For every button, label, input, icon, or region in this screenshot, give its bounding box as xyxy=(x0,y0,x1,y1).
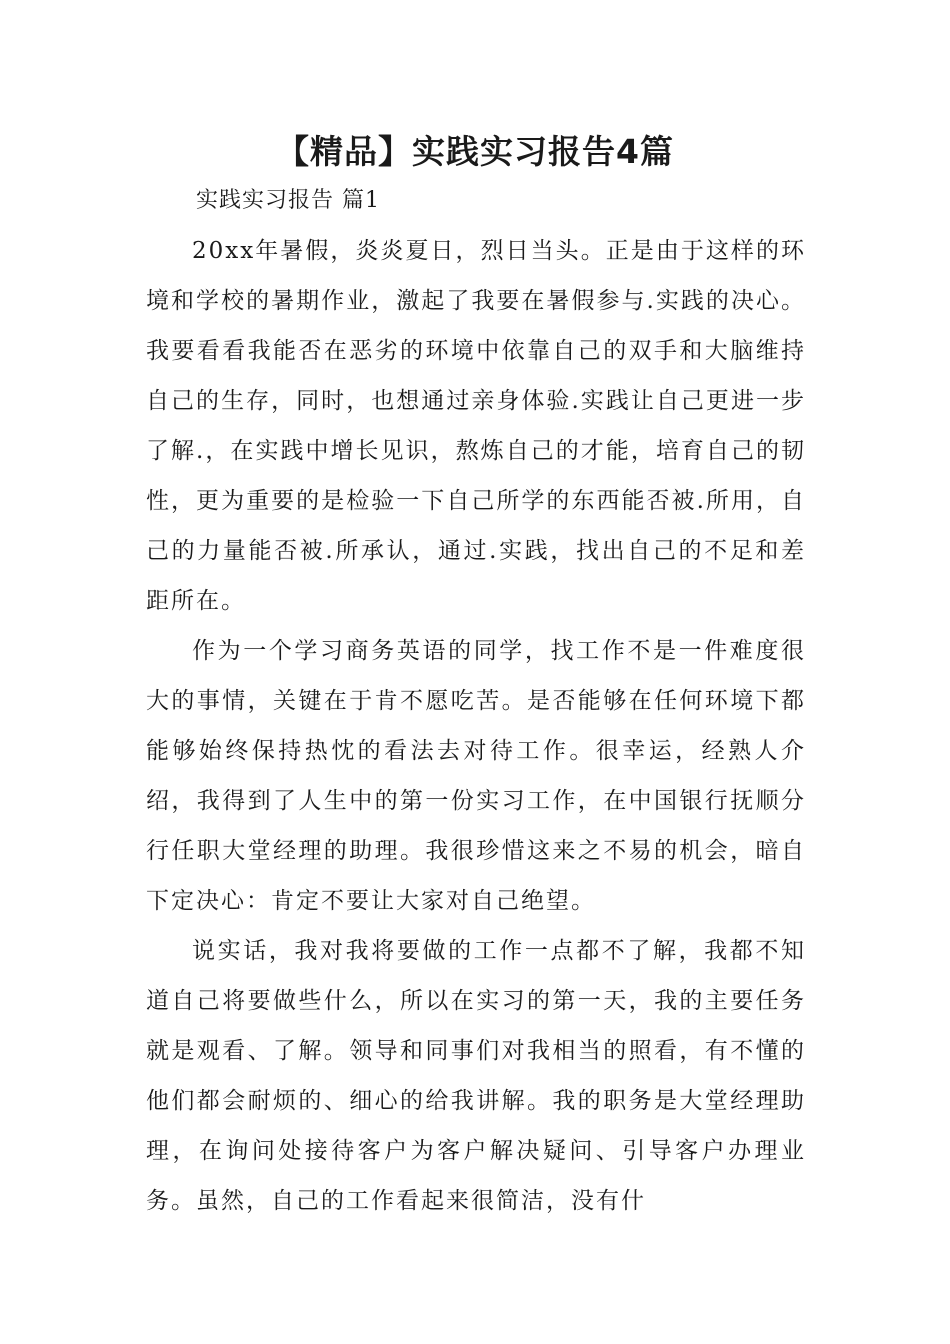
paragraph-1: 20xx年暑假，炎炎夏日，烈日当头。正是由于这样的环境和学校的暑期作业，激起了我要在暑假参与.实践的决心。我要看看我能否在恶劣的环境中依靠自己的双手和大脑维持自己的生存，同时，也想通过亲身体验.实践让自己更进一步了解.，在实践中增长见识，熬炼自己的才能，培育自己的韧性，更为重要的是检验一下自己所学的东西能否被.所用，自己的力量能否被.所承认，通过.实践，找出自己的不足和差距所在。 xyxy=(146,238,806,614)
paragraph-3: 说实话，我对我将要做的工作一点都不了解，我都不知道自己将要做些什么，所以在实习的第一天，我的主要任务就是观看、了解。领导和同事们对我相当的照看，有不懂的他们都会耐烦的、细心的给我讲解。我的职务是大堂经理助理，在询问处接待客户为客户解决疑问、引导客户办理业务。虽然，自己的工作看起来很简洁，没有什 xyxy=(146,938,806,1214)
body-text xyxy=(146,226,806,1226)
section-heading: 实践实习报告 篇1 xyxy=(196,188,380,213)
document-title: 【精品】实践实习报告4篇 xyxy=(276,132,674,171)
paragraph-2: 作为一个学习商务英语的同学，找工作不是一件难度很大的事情，关键在于肯不愿吃苦。是否能够在任何环境下都能够始终保持热忱的看法去对待工作。很幸运，经熟人介绍，我得到了人生中的第一份实习工作，在中国银行抚顺分行任职大堂经理的助理。我很珍惜这来之不易的机会，暗自下定决心：肯定不要让大家对自己绝望。 xyxy=(146,638,806,914)
